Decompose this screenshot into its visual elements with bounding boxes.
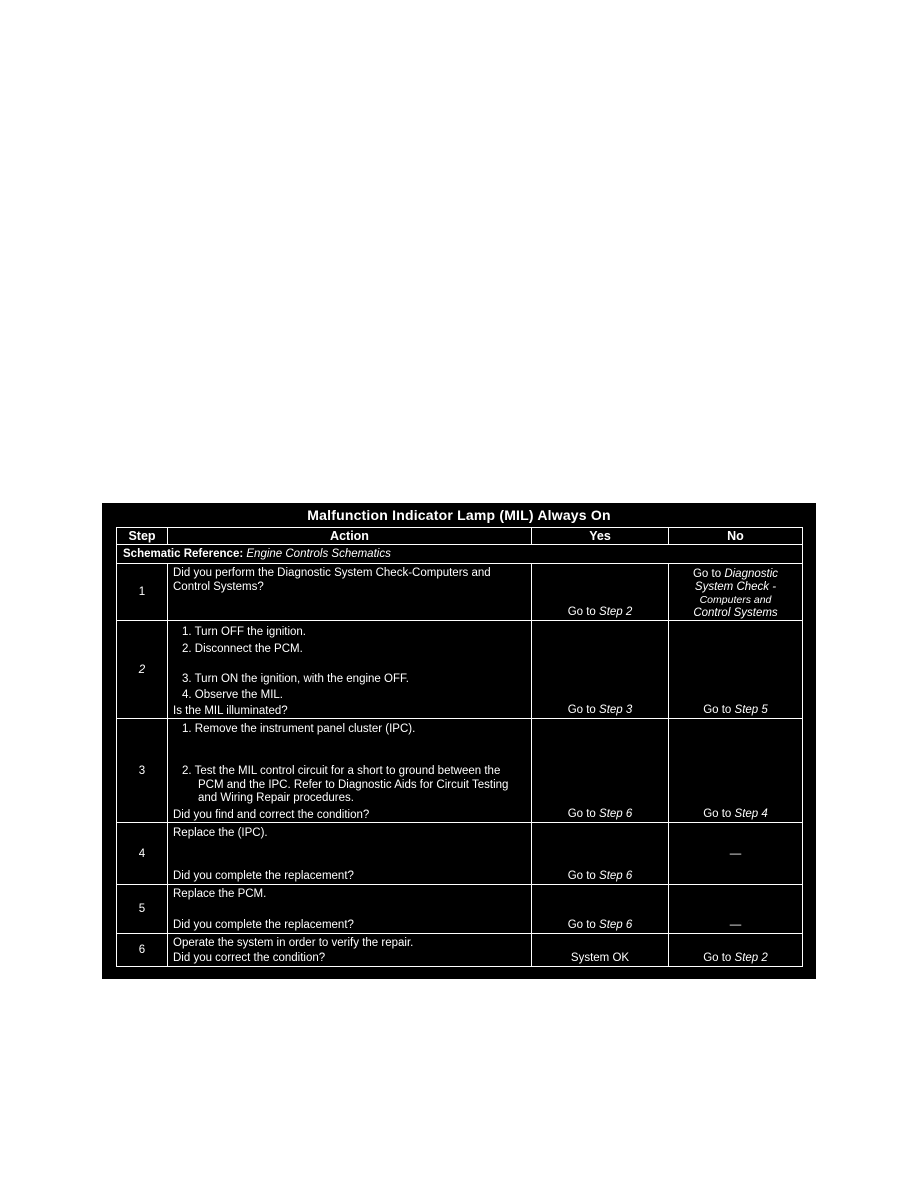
action-cell: [167, 884, 532, 934]
step-number: 2: [116, 620, 168, 719]
step-link[interactable]: Step 4: [734, 808, 768, 820]
goto-prefix: Go to: [567, 704, 600, 716]
no-cell: [668, 563, 803, 621]
not-applicable-dash: —: [729, 919, 742, 931]
action-text: 2. Disconnect the PCM.: [182, 643, 303, 655]
step-number: 5: [116, 884, 168, 934]
diagnostic-link[interactable]: Diagnostic: [724, 568, 779, 580]
action-text: 1. Remove the instrument panel cluster (IPC).: [182, 723, 416, 735]
action-text: Did you complete the replacement?: [173, 919, 354, 931]
step-link[interactable]: Step 2: [599, 606, 633, 618]
header-action: Action: [167, 527, 532, 545]
action-cell: [167, 933, 532, 967]
goto-prefix: Go to: [703, 704, 735, 716]
goto-prefix: Go to: [692, 568, 725, 580]
no-cell: [668, 884, 803, 934]
no-goto: [703, 703, 768, 717]
action-text: and Wiring Repair procedures.: [198, 792, 354, 804]
action-text: Control Systems?: [173, 581, 264, 593]
yes-goto: [568, 605, 633, 619]
step-number: 6: [116, 933, 168, 967]
step-number: 4: [116, 822, 168, 885]
no-cell: [668, 933, 803, 967]
goto-prefix: Go to: [703, 952, 735, 964]
action-text: Is the MIL illuminated?: [173, 705, 288, 717]
system-ok-text: System OK: [570, 952, 630, 964]
action-text: 4. Observe the MIL.: [182, 689, 283, 701]
step-number: 3: [116, 718, 168, 823]
action-cell: [167, 620, 532, 719]
action-text: 2. Test the MIL control circuit for a short to ground between the: [182, 765, 501, 777]
step-link[interactable]: Step 6: [599, 919, 633, 931]
yes-goto: [568, 918, 633, 932]
action-text: Did you correct the condition?: [173, 952, 326, 964]
no-goto: [703, 807, 768, 821]
action-text: Replace the (IPC).: [173, 827, 268, 839]
no-goto: [703, 951, 768, 965]
header-yes: Yes: [531, 527, 669, 545]
goto-prefix: Go to: [703, 808, 735, 820]
action-text: Replace the PCM.: [173, 888, 267, 900]
schematic-reference-label: Schematic Reference:: [123, 548, 244, 560]
step-link[interactable]: Step 6: [599, 808, 633, 820]
yes-cell: [531, 933, 669, 967]
step-link[interactable]: Step 2: [734, 952, 768, 964]
no-cell: [668, 718, 803, 823]
action-text: 1. Turn OFF the ignition.: [182, 626, 307, 638]
action-text: Did you complete the replacement?: [173, 870, 354, 882]
goto-prefix: Go to: [567, 919, 600, 931]
yes-cell: [531, 822, 669, 885]
no-cell: [668, 620, 803, 719]
goto-prefix: Go to: [567, 606, 600, 618]
goto-prefix: Go to: [567, 808, 600, 820]
table-title: Malfunction Indicator Lamp (MIL) Always On: [307, 507, 611, 523]
schematic-reference-row: [116, 544, 803, 564]
action-text: Did you find and correct the condition?: [173, 809, 370, 821]
action-cell: [167, 822, 532, 885]
step-number: 1: [116, 563, 168, 621]
yes-goto: [568, 703, 633, 717]
yes-goto: [568, 869, 633, 883]
yes-cell: [531, 620, 669, 719]
action-text: 3. Turn ON the ignition, with the engine OFF.: [182, 673, 409, 685]
diagnostic-link[interactable]: Computers and: [699, 594, 772, 606]
action-text: Did you perform the Diagnostic System Check-Computers and: [173, 567, 491, 579]
step-link[interactable]: Step 6: [599, 870, 633, 882]
header-no: No: [668, 527, 803, 545]
action-text: PCM and the IPC. Refer to Diagnostic Aids for Circuit Testing: [198, 779, 509, 791]
yes-goto: [568, 807, 633, 821]
not-applicable-dash: —: [729, 847, 742, 860]
action-cell: [167, 563, 532, 621]
no-goto: [693, 568, 778, 580]
step-link[interactable]: Step 3: [599, 704, 633, 716]
yes-cell: [531, 718, 669, 823]
diagnostic-link[interactable]: System Check -: [694, 581, 777, 593]
schematic-reference-link[interactable]: Engine Controls Schematics: [246, 548, 391, 560]
goto-prefix: Go to: [567, 870, 600, 882]
action-cell: [167, 718, 532, 823]
no-cell: [668, 822, 803, 885]
header-step: Step: [116, 527, 168, 545]
diagnostic-table-panel: [102, 503, 816, 979]
yes-cell: [531, 563, 669, 621]
action-text: Operate the system in order to verify the repair.: [173, 937, 414, 949]
diagnostic-link[interactable]: Control Systems: [693, 607, 778, 619]
yes-cell: [531, 884, 669, 934]
step-link[interactable]: Step 5: [734, 704, 768, 716]
